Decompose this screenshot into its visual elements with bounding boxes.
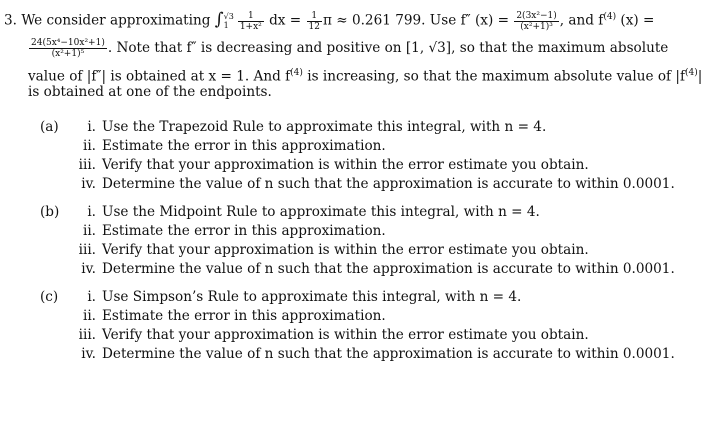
f4-fraction	[29, 38, 107, 59]
pi-approx-text: π ≈ 0.261 799. Use f″ (x) =	[322, 12, 509, 29]
integral-sign: ∫	[214, 9, 224, 30]
part-b-label: (b)	[40, 204, 60, 220]
integral-lower: 1	[223, 21, 229, 31]
item-text: Use Simpson’s Rule to approximate this integral, with n = 4.	[102, 289, 522, 305]
roman-numeral: i.	[87, 204, 96, 220]
roman-numeral: ii.	[82, 308, 96, 324]
item-text: Estimate the error in this approximation.	[102, 138, 386, 154]
problem-number: 3.	[4, 12, 17, 29]
fpp-den: (x²+1)³	[520, 21, 553, 32]
item-text: Verify that your approximation is within the error estimate you obtain.	[102, 327, 589, 343]
item-text: Determine the value of n such that the approximation is accurate to within 0.0001.	[102, 346, 675, 362]
integral-dx: dx =	[269, 12, 302, 29]
roman-numeral: i.	[87, 289, 96, 305]
fpp-num: 2(3x²−1)	[516, 10, 557, 21]
part-a-item-2	[70, 137, 386, 155]
intro-text: We consider approximating	[21, 12, 211, 29]
item-text: Use the Midpoint Rule to approximate this integral, with n = 4.	[102, 204, 540, 220]
one-twelfth-fraction	[307, 11, 322, 32]
line3-end-text: |	[697, 68, 702, 85]
integrand-num: 1	[238, 11, 264, 22]
item-text: Use the Trapezoid Rule to approximate this integral, with n = 4.	[102, 119, 547, 135]
roman-numeral: iii.	[78, 327, 96, 343]
part-c-label: (c)	[40, 289, 59, 305]
item-text: Determine the value of n such that the approximation is accurate to within 0.0001.	[102, 261, 675, 277]
roman-numeral: iv.	[81, 176, 96, 192]
item-text: Estimate the error in this approximation.	[102, 223, 386, 239]
line3-rest-text: is increasing, so that the maximum absolute value of |f	[302, 68, 685, 85]
part-b-item-1	[70, 203, 540, 221]
part-c-item-2	[70, 307, 386, 325]
part-a-item-3	[70, 156, 589, 174]
roman-numeral: iv.	[81, 261, 96, 277]
roman-numeral: iii.	[78, 157, 96, 173]
part-c-item-3	[70, 326, 589, 344]
problem-line-1	[4, 8, 654, 32]
problem-line-4	[28, 83, 272, 101]
f4-x-text: (x) =	[616, 12, 655, 29]
integrand-fraction	[238, 11, 264, 32]
part-b-item-2	[70, 222, 386, 240]
roman-numeral: ii.	[82, 138, 96, 154]
f4-den: (x²+1)⁵	[51, 49, 85, 59]
fpp-fraction	[514, 11, 558, 32]
item-text: Verify that your approximation is within the error estimate you obtain.	[102, 242, 589, 258]
part-b-item-3	[70, 241, 589, 259]
line2-text: . Note that f″ is decreasing and positive on [1, √3], so that the maximum absolute	[107, 40, 669, 56]
part-a-item-4	[70, 175, 675, 193]
part-c-item-1	[70, 288, 521, 306]
one-twelfth-num: 1	[307, 11, 322, 22]
part-a-item-1	[70, 118, 546, 136]
integral-bounds	[224, 12, 234, 30]
one-twelfth-den: 12	[308, 21, 320, 32]
integral-upper: √3	[223, 12, 234, 22]
and-f4-text: , and f	[559, 12, 604, 29]
roman-numeral: i.	[87, 119, 96, 135]
item-text: Verify that your approximation is within the error estimate you obtain.	[102, 157, 589, 173]
f4-superscript: (4)	[603, 12, 617, 22]
roman-numeral: iv.	[81, 346, 96, 362]
line4-text: is obtained at one of the endpoints.	[28, 84, 272, 100]
part-c-item-4	[70, 345, 675, 363]
item-text: Determine the value of n such that the approximation is accurate to within 0.0001.	[102, 176, 675, 192]
roman-numeral: iii.	[78, 242, 96, 258]
part-b-item-4	[70, 260, 675, 278]
item-text: Estimate the error in this approximation.	[102, 308, 386, 324]
problem-line-2	[28, 38, 668, 59]
line3-superscript: (4)	[290, 68, 303, 78]
line3-text: value of |f″| is obtained at x = 1. And f	[28, 68, 291, 85]
roman-numeral: ii.	[82, 223, 96, 239]
integrand-den: 1+x²	[239, 21, 262, 32]
f4-num: 24(5x⁴−10x²+1)	[31, 38, 105, 48]
line3-superscript-2: (4)	[685, 68, 698, 78]
part-a-label: (a)	[40, 119, 59, 135]
